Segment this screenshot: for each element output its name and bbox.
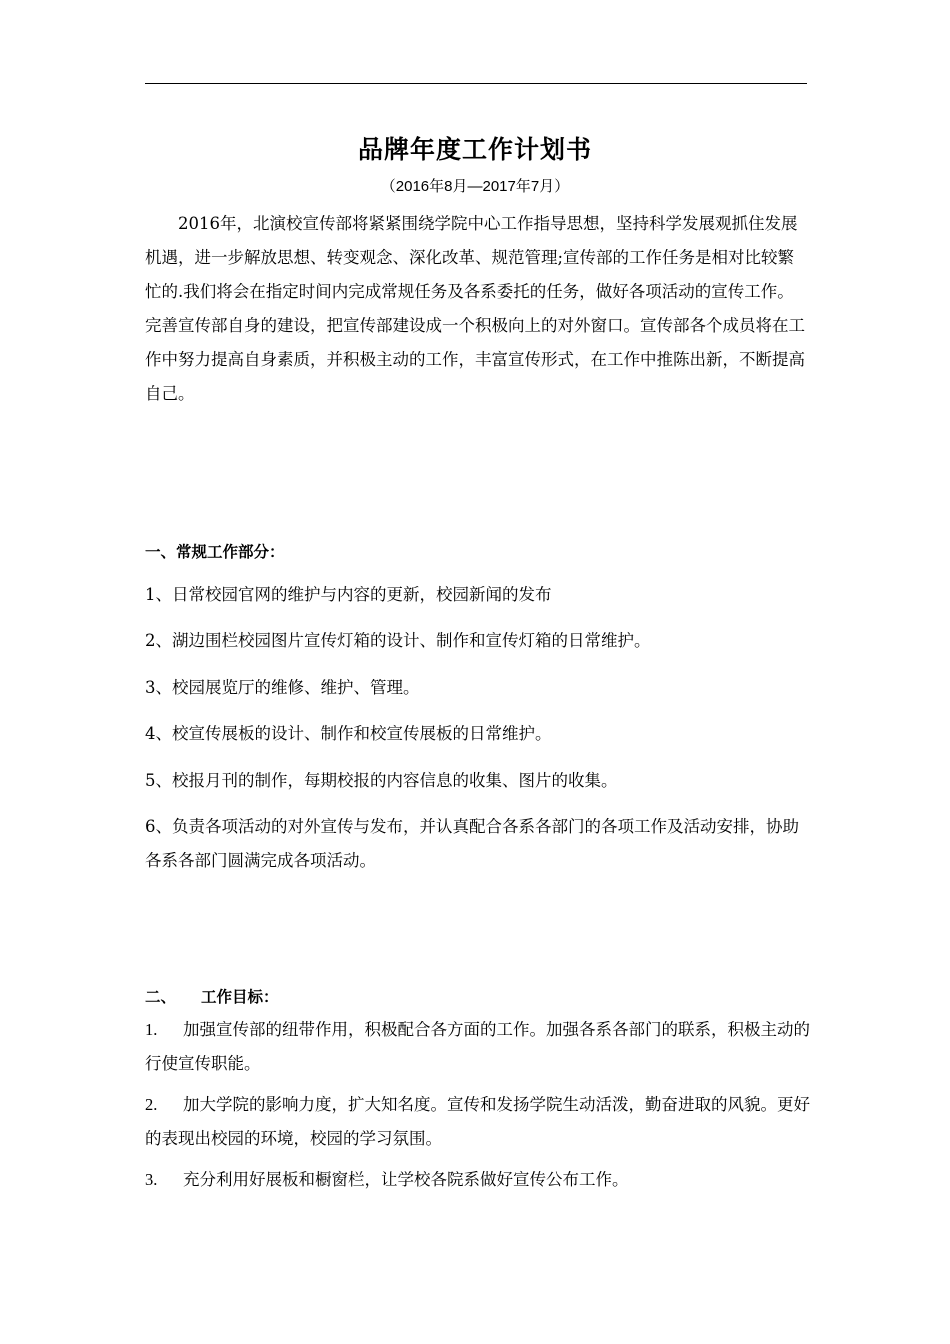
document-title: 品牌年度工作计划书 xyxy=(357,135,592,164)
intro-paragraph: 2016年，北演校宣传部将紧紧围绕学院中心工作指导思想，坚持科学发展观抓住发展机遇，进一步解放思想、转变观念、深化改革、规范管理;宣传部的工作任务是相对比较繁忙的.我们将会在指定时间内完成常规任务及各系委托的任务，做好各项活动的宣传工作。完善宣传部自身的建设，把宣传部建设成一个积极向上的对外窗口。宣传部各个成员将在工作中努力提高自身素质，并积极主动的工作，丰富宣传形式，在工作中推陈出新，不断提高自己。 xyxy=(145,214,805,403)
section2-item-text: 加强宣传部的纽带作用，积极配合各方面的工作。加强各系各部门的联系，积极主动的行使宣传职能。 xyxy=(145,1020,810,1073)
section1-heading: 一、常规工作部分： xyxy=(145,543,285,561)
section1-item: 4、校宣传展板的设计、制作和校宣传展板的日常维护。 xyxy=(145,724,552,743)
section1-item: 1、日常校园官网的维护与内容的更新，校园新闻的发布 xyxy=(145,585,552,604)
section2-heading-number: 二、 xyxy=(145,988,177,1006)
section1-item: 5、校报月刊的制作，每期校报的内容信息的收集、图片的收集。 xyxy=(145,771,618,790)
document-subtitle: （2016年8月—2017年7月） xyxy=(380,178,570,195)
section2-heading xyxy=(145,985,279,1007)
header-rule xyxy=(145,83,807,84)
section2-item-number: 3. xyxy=(145,1170,158,1189)
section1-item: 2、湖边围栏校园图片宣传灯箱的设计、制作和宣传灯箱的日常维护。 xyxy=(145,631,651,650)
section2-item-text: 加大学院的影响力度，扩大知名度。宣传和发扬学院生动活泼，勤奋进取的风貌。更好的表现出校园的环境，校园的学习氛围。 xyxy=(145,1095,810,1148)
section2-item-number: 2. xyxy=(145,1095,158,1114)
section2-item xyxy=(145,1088,810,1156)
section2-heading-text: 工作目标： xyxy=(201,988,279,1006)
section2-item xyxy=(145,1013,810,1081)
section2-item-number: 1. xyxy=(145,1020,158,1039)
section1-item: 3、校园展览厅的维修、维护、管理。 xyxy=(145,678,420,697)
section2-item xyxy=(145,1163,810,1197)
section2-item-text: 充分利用好展板和橱窗栏，让学校各院系做好宣传公布工作。 xyxy=(183,1170,629,1189)
section1-item: 6、负责各项活动的对外宣传与发布，并认真配合各系各部门的各项工作及活动安排，协助各系各部门圆满完成各项活动。 xyxy=(145,817,799,870)
